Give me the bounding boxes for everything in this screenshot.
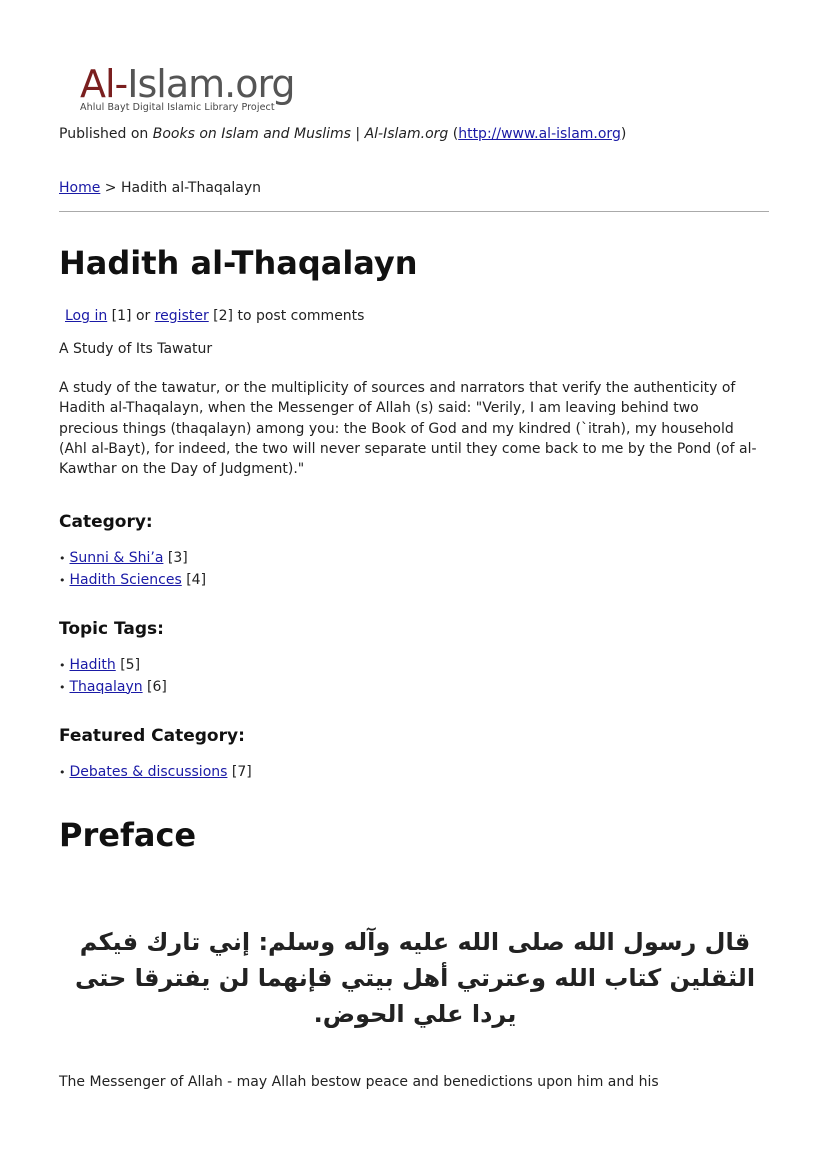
published-line bbox=[59, 126, 626, 142]
breadcrumb-separator: > bbox=[100, 180, 121, 196]
arabic-hadith-text: قال رسول الله صلى الله عليه وآله وسلم: إني تارك فيكم الثقلين كتاب الله وعترتي أهل بيتي فإنهما لن يفترقا حتى يردا علي الحوض. bbox=[74, 928, 756, 1028]
login-ref1: [1] or bbox=[107, 308, 155, 324]
site-url-link[interactable]: http://www.al-islam.org bbox=[458, 126, 621, 142]
list-item bbox=[59, 655, 167, 677]
category-list bbox=[59, 548, 206, 591]
list-item bbox=[59, 762, 252, 784]
list-item bbox=[59, 677, 167, 699]
breadcrumb-current: Hadith al-Thaqalayn bbox=[120, 180, 262, 196]
book-subtitle: A Study of Its Tawatur bbox=[59, 341, 213, 357]
ref-marker: [4] bbox=[181, 571, 207, 588]
topic-tags-heading: Topic Tags: bbox=[59, 619, 164, 639]
published-prefix: Published on bbox=[59, 126, 153, 142]
preface-paragraph: The Messenger of Allah - may Allah bestow peace and benedictions upon him and his bbox=[59, 1074, 659, 1090]
page-title: Hadith al-Thaqalayn bbox=[59, 244, 418, 282]
divider bbox=[59, 211, 769, 212]
published-site: Books on Islam and Muslims | Al-Islam.org bbox=[152, 126, 449, 142]
login-prompt bbox=[65, 308, 364, 324]
category-link-hadith-sciences[interactable]: Hadith Sciences bbox=[69, 571, 182, 588]
published-close-paren: ) bbox=[620, 126, 627, 142]
logo-wordmark-part2: Islam.org bbox=[127, 62, 295, 106]
login-ref2: [2] to post comments bbox=[208, 308, 365, 324]
category-heading: Category: bbox=[59, 512, 153, 532]
tag-link-hadith[interactable]: Hadith bbox=[69, 657, 116, 673]
logo-tagline: Ahlul Bayt Digital Islamic Library Project bbox=[80, 102, 275, 113]
category-link-sunni-shia[interactable]: Sunni & Shi’a bbox=[69, 550, 164, 566]
preface-heading: Preface bbox=[59, 816, 197, 854]
featured-category-list bbox=[59, 762, 252, 784]
register-link[interactable]: register bbox=[154, 308, 209, 324]
logo-wordmark bbox=[80, 64, 295, 104]
login-link[interactable]: Log in bbox=[65, 308, 108, 324]
topic-tags-list bbox=[59, 655, 167, 698]
site-logo[interactable] bbox=[80, 64, 295, 113]
breadcrumb-home-link[interactable]: Home bbox=[59, 180, 101, 196]
featured-link-debates[interactable]: Debates & discussions bbox=[69, 764, 228, 780]
tag-link-thaqalayn[interactable]: Thaqalayn bbox=[69, 678, 143, 695]
list-item bbox=[59, 548, 206, 570]
published-open-paren: ( bbox=[448, 126, 459, 142]
ref-marker: [5] bbox=[115, 657, 141, 673]
featured-category-heading: Featured Category: bbox=[59, 726, 245, 746]
book-description: A study of the tawatur, or the multiplicity of sources and narrators that verify the authenticity of Hadith al-Thaqalayn, when the Messenger of Allah (s) said: "Verily, I am leaving behind two precious things (thaqalayn) among you: the Book of God and my kindred (`itrah), my household (Ahl al-Bayt), for indeed, the two will never separate until they come back to me by the Pond (of al-Kawthar on the Day of Judgment)." bbox=[59, 380, 757, 478]
breadcrumb bbox=[59, 180, 261, 196]
ref-marker: [7] bbox=[227, 764, 252, 780]
logo-wordmark-part1: Al- bbox=[80, 62, 128, 106]
ref-marker: [6] bbox=[142, 678, 167, 695]
list-item bbox=[59, 570, 206, 592]
ref-marker: [3] bbox=[163, 550, 188, 566]
